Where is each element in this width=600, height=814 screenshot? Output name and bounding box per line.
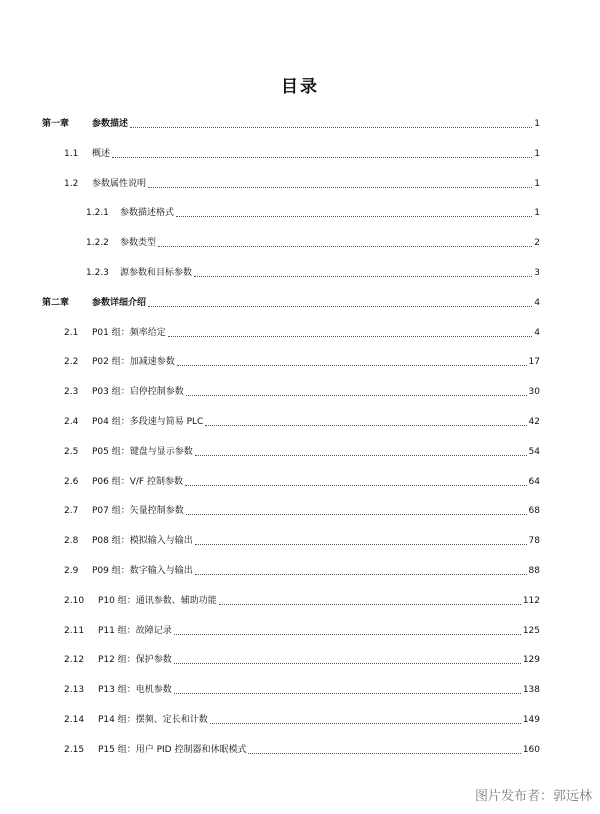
toc-leader-dots (148, 305, 532, 307)
toc-entry-number: 2.6 (64, 476, 79, 487)
toc-entry[interactable] (42, 114, 540, 130)
toc-entry-title: 概述 (92, 148, 111, 159)
toc-entry[interactable] (64, 144, 540, 160)
toc-entry-title: P09 组：数字输入与输出 (92, 566, 193, 576)
toc-entry-title: P02 组：加减速参数 (92, 357, 175, 368)
toc-entry-number: 1.2.3 (86, 268, 109, 278)
toc-entry-title: P12 组：保护参数 (98, 655, 172, 666)
toc-entry-number: 2.10 (64, 595, 85, 606)
toc-entry-title: 源参数和目标参数 (120, 268, 193, 278)
toc-entry-number: 1.1 (64, 148, 79, 159)
toc-entry[interactable] (64, 382, 540, 398)
toc-entry-page: 54 (528, 446, 540, 457)
toc-title: 目录 (281, 77, 319, 97)
toc-entry-title: 参数描述 (92, 119, 129, 129)
toc-entry[interactable] (64, 472, 540, 488)
toc-entry-number: 2.7 (64, 506, 79, 517)
toc-entry[interactable] (86, 203, 540, 219)
toc-entry[interactable] (64, 710, 540, 726)
toc-entry-number: 2.3 (64, 387, 79, 398)
toc-entry[interactable] (64, 352, 540, 368)
toc-entry-title: P15 组：用户 PID 控制器和休眠模式 (98, 744, 247, 755)
toc-entry[interactable] (64, 591, 540, 607)
toc-entry-title: P06 组：V/F 控制参数 (92, 476, 183, 487)
publisher-watermark: 图片发布者：郭远林 (474, 789, 592, 804)
toc-entry[interactable] (42, 293, 540, 309)
toc-entry-number: 2.15 (64, 744, 85, 755)
toc-entry-page: 88 (528, 566, 540, 576)
toc-entry[interactable] (64, 501, 540, 517)
toc-entry[interactable] (86, 233, 540, 249)
toc-entry-number: 2.13 (64, 685, 85, 696)
toc-entry-number: 2.14 (64, 715, 85, 725)
toc-entry[interactable] (64, 323, 540, 339)
toc-leader-dots (174, 692, 521, 694)
toc-entry[interactable] (64, 740, 540, 756)
toc-entry-title: P03 组：启停控制参数 (92, 387, 184, 398)
toc-entry-page: 160 (522, 744, 540, 755)
toc-leader-dots (194, 275, 532, 277)
toc-entry-title: P04 组：多段速与简易 PLC (92, 417, 204, 427)
toc-entry-page: 3 (534, 268, 540, 278)
toc-leader-dots (174, 633, 521, 635)
toc-entry[interactable] (64, 531, 540, 547)
toc-entry-title: P05 组：键盘与显示参数 (92, 446, 193, 457)
toc-entry-number: 第二章 (42, 297, 70, 308)
toc-entry-number: 2.4 (64, 417, 79, 427)
toc-entry[interactable] (64, 174, 540, 190)
toc-entry-page: 78 (528, 536, 540, 547)
toc-entry-number: 2.11 (64, 625, 85, 636)
toc-leader-dots (195, 454, 527, 456)
toc-leader-dots (219, 603, 521, 605)
toc-leader-dots (174, 662, 521, 664)
toc-entry-page: 2 (534, 238, 540, 249)
toc-entry-page: 125 (522, 625, 540, 636)
toc-leader-dots (112, 156, 532, 158)
toc-entry-number: 1.2.2 (86, 238, 109, 249)
toc-entry-number: 1.2 (64, 178, 79, 189)
toc-leader-dots (210, 722, 521, 724)
toc-entry-title: 参数属性说明 (92, 178, 147, 189)
toc-entry-title: P13 组：电机参数 (98, 685, 172, 696)
toc-leader-dots (205, 424, 526, 426)
toc-leader-dots (186, 513, 527, 515)
toc-leader-dots (168, 335, 533, 337)
toc-entry-page: 1 (534, 148, 540, 159)
toc-entry-page: 149 (522, 715, 540, 725)
toc-entry[interactable] (64, 442, 540, 458)
toc-leader-dots (176, 215, 532, 217)
toc-entry[interactable] (64, 412, 540, 428)
toc-entry-title: P01 组：频率给定 (92, 327, 166, 338)
toc-leader-dots (186, 394, 527, 396)
toc-leader-dots (195, 543, 527, 545)
toc-entry-number: 2.1 (64, 327, 79, 338)
toc-leader-dots (148, 186, 532, 188)
toc-entry-page: 1 (534, 178, 540, 189)
toc-entry-page: 68 (528, 506, 540, 517)
toc-entry-page: 4 (534, 297, 540, 308)
toc-entry-page: 30 (528, 387, 540, 398)
toc-entry-title: P07 组：矢量控制参数 (92, 506, 184, 517)
toc-entry-page: 129 (522, 655, 540, 666)
toc-entry[interactable] (64, 621, 540, 637)
toc-leader-dots (185, 484, 527, 486)
toc-leader-dots (158, 245, 532, 247)
toc-entry-page: 138 (522, 685, 540, 696)
toc-entry-title: 参数描述格式 (120, 208, 175, 219)
toc-entry-page: 1 (534, 119, 540, 129)
toc-entry-number: 第一章 (42, 119, 70, 129)
toc-entry-number: 2.5 (64, 446, 79, 457)
toc-entry-page: 17 (528, 357, 540, 368)
toc-entry-title: P10 组：通讯参数、辅助功能 (98, 595, 217, 606)
toc-entry[interactable] (64, 680, 540, 696)
toc-entry-number: 2.12 (64, 655, 85, 666)
toc-entry[interactable] (86, 263, 540, 279)
toc-entry-number: 1.2.1 (86, 208, 109, 219)
toc-entry-title: P08 组：模拟输入与输出 (92, 536, 193, 547)
toc-entry-page: 4 (534, 327, 540, 338)
toc-entry-number: 2.8 (64, 536, 79, 547)
toc-entry-title: 参数类型 (120, 238, 157, 249)
toc-entry-page: 112 (522, 595, 540, 606)
toc-entry-number: 2.2 (64, 357, 79, 368)
toc-entry-page: 64 (528, 476, 540, 487)
toc-leader-dots (130, 126, 532, 128)
toc-entry-title: P11 组：故障记录 (98, 625, 172, 636)
toc-leader-dots (248, 752, 520, 754)
toc-leader-dots (195, 573, 527, 575)
toc-leader-dots (177, 364, 527, 366)
toc-entry-title: P14 组：摆频、定长和计数 (98, 715, 208, 725)
toc-entry[interactable] (64, 561, 540, 577)
toc-entry[interactable] (64, 650, 540, 666)
toc-entry-number: 2.9 (64, 566, 79, 576)
toc-entry-title: 参数详细介绍 (92, 297, 147, 308)
toc-entry-page: 1 (534, 208, 540, 219)
toc-entry-page: 42 (528, 417, 540, 427)
